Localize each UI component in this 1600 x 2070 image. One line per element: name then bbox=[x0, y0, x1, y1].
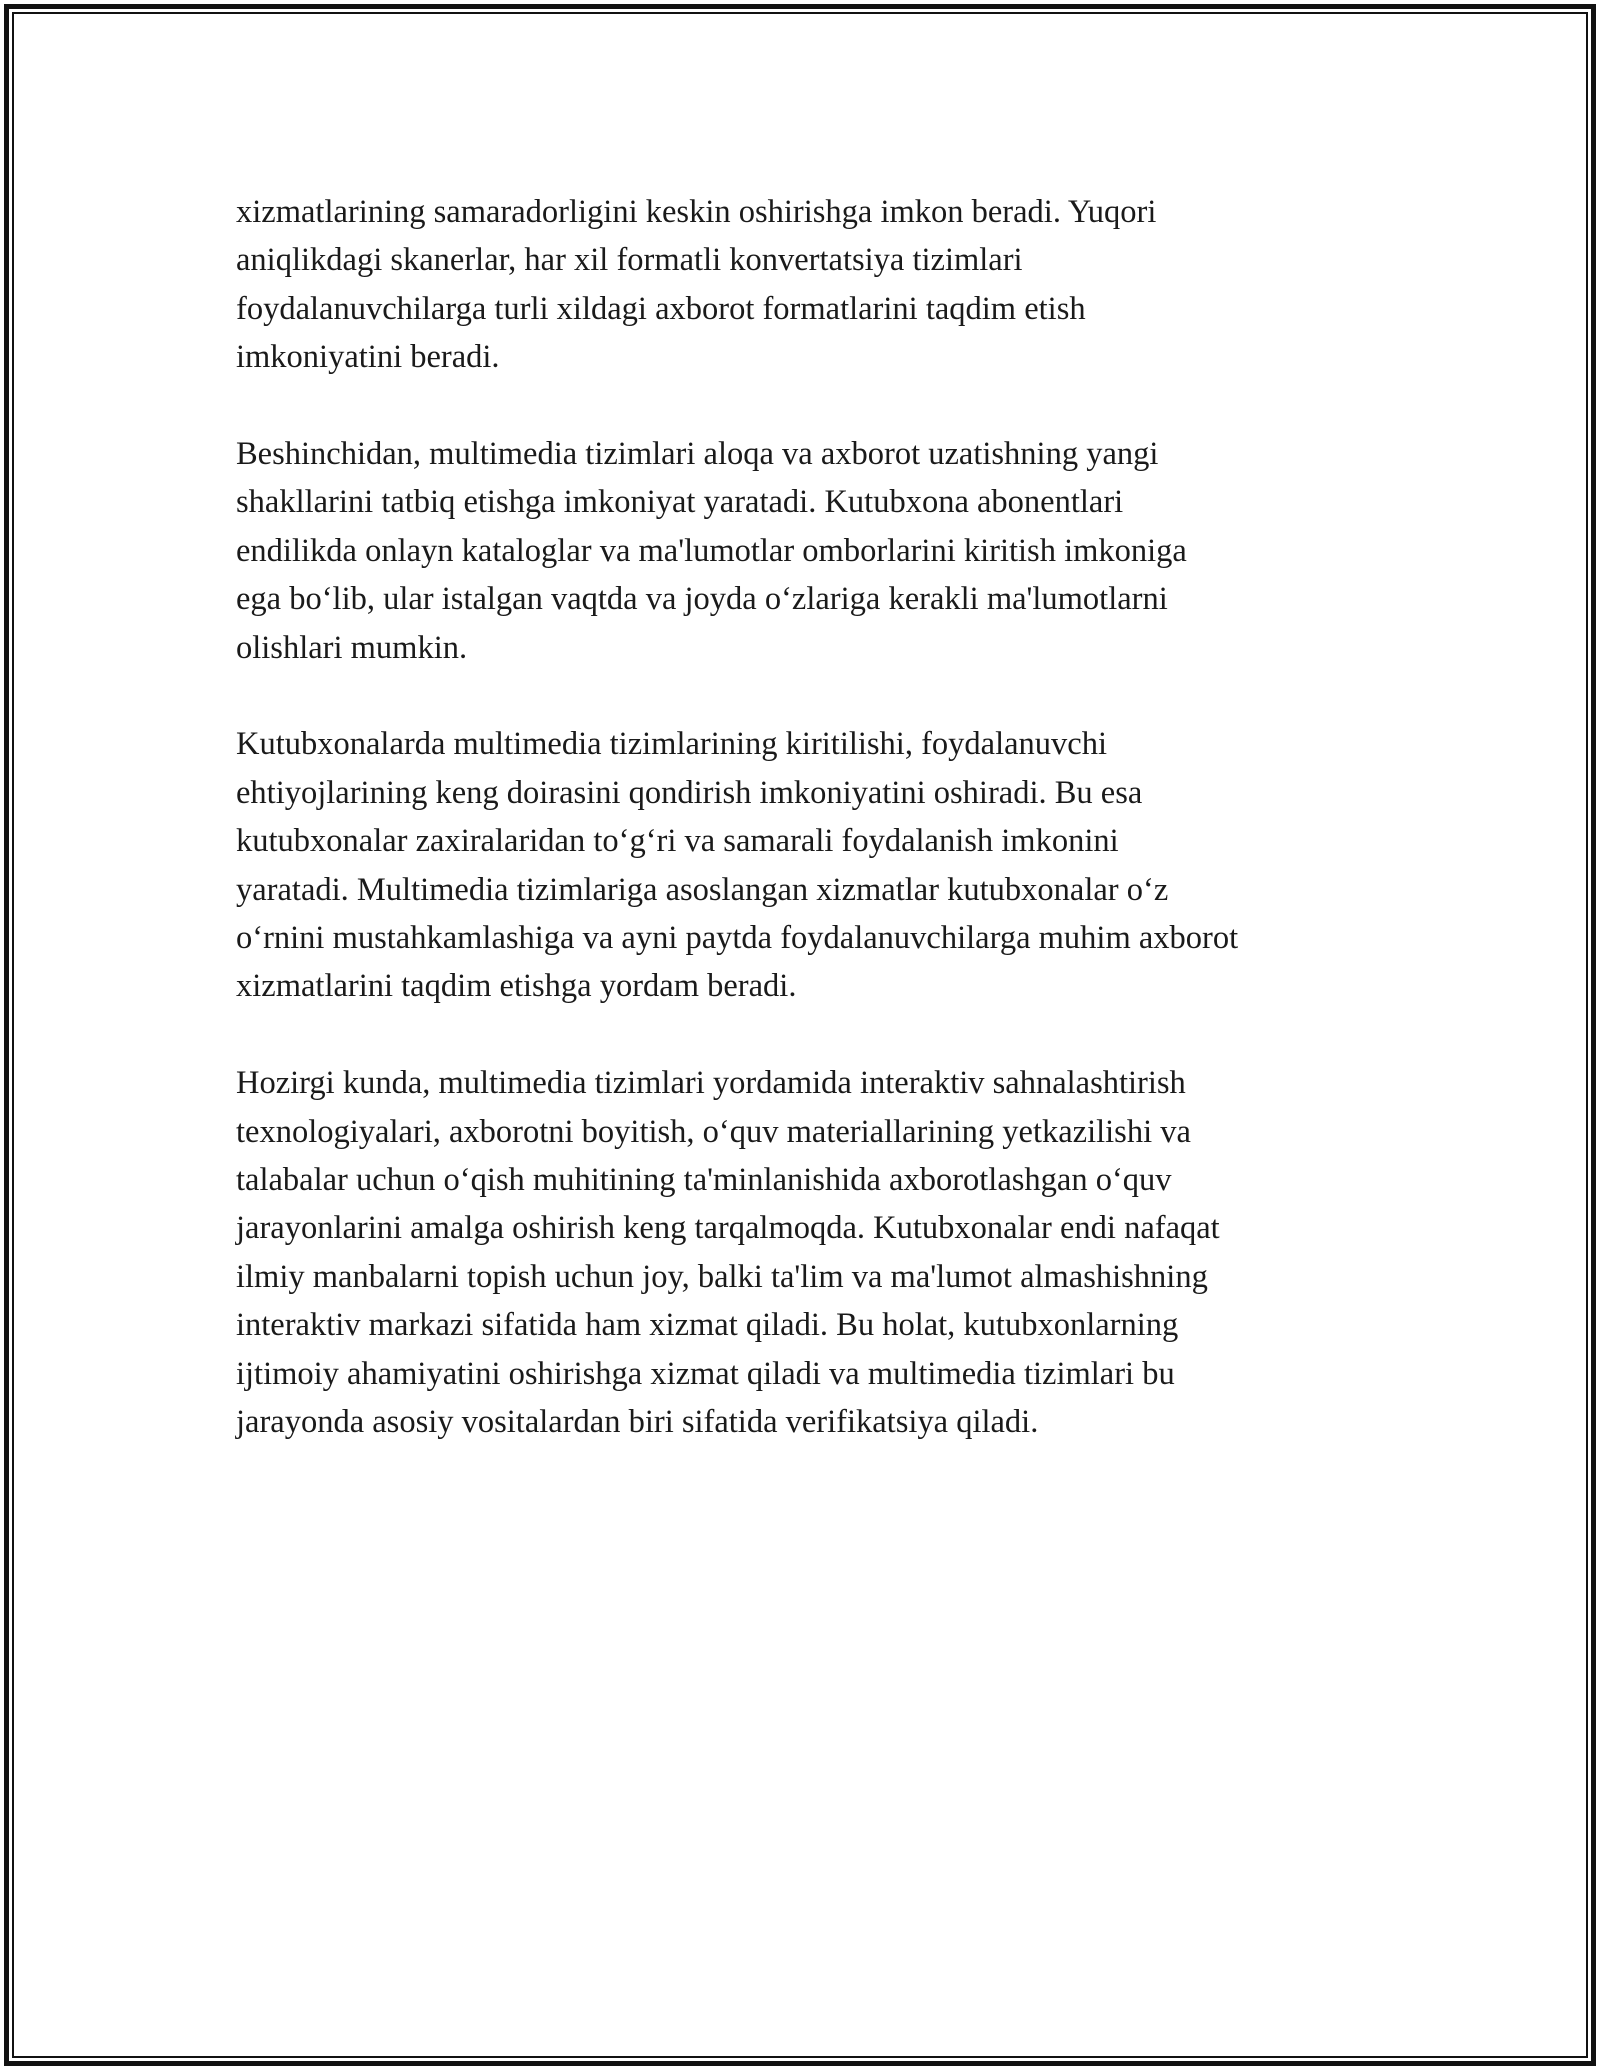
paragraph-4: Hozirgi kunda, multimedia tizimlari yordamida interaktiv sahnalashtirish texnologiyalari, axborotni boyitish, o‘quv materiallarining yetkazilishi va talabalar uchun o‘qish muhitining ta'minlanishida axborotlashgan o‘quv jarayonlarini amalga oshirish keng tarqalmoqda. Kutubxonalar endi nafaqat ilmiy manbalarni topish uchun joy, balki ta'lim va ma'lumot almashishning interaktiv markazi sifatida ham xizmat qiladi. Bu holat, kutubxonlarning ijtimoiy ahamiyatini oshirishga xizmat qiladi va multimedia tizimlari bu jarayonda asosiy vositalardan biri sifatida verifikatsiya qiladi. bbox=[236, 1065, 1220, 1441]
paragraph-3: Kutubxonalarda multimedia tizimlarining kiritilishi, foydalanuvchi ehtiyojlarining keng doirasini qondirish imkoniyatini oshiradi. Bu esa kutubxonalar zaxiralaridan to‘g‘ri va samarali foydalanish imkonini yaratadi. Multimedia tizimlariga asoslangan xizmatlar kutubxonalar o‘z o‘rnini mustahkamlashiga va ayni paytda foydalanuvchilarga muhim axborot xizmatlarini taqdim etishga yordam beradi. bbox=[236, 726, 1239, 1005]
paragraph-1: xizmatlarining samaradorligini keskin oshirishga imkon beradi. Yuqori aniqlikdagi skanerlar, har xil formatli konvertatsiya tizimlari foydalanuvchilarga turli xildagi axborot formatlarini taqdim etish imkoniyatini beradi. bbox=[236, 194, 1157, 376]
document-body bbox=[236, 188, 1386, 1495]
paragraph-2: Beshinchidan, multimedia tizimlari aloqa va axborot uzatishning yangi shakllarini tatbiq etishga imkoniyat yaratadi. Kutubxona abonentlari endilikda onlayn kataloglar va ma'lumotlar omborlarini kiritish imkoniga ega bo‘lib, ular istalgan vaqtda va joyda o‘zlariga kerakli ma'lumotlarni olishlari mumkin. bbox=[236, 436, 1187, 666]
